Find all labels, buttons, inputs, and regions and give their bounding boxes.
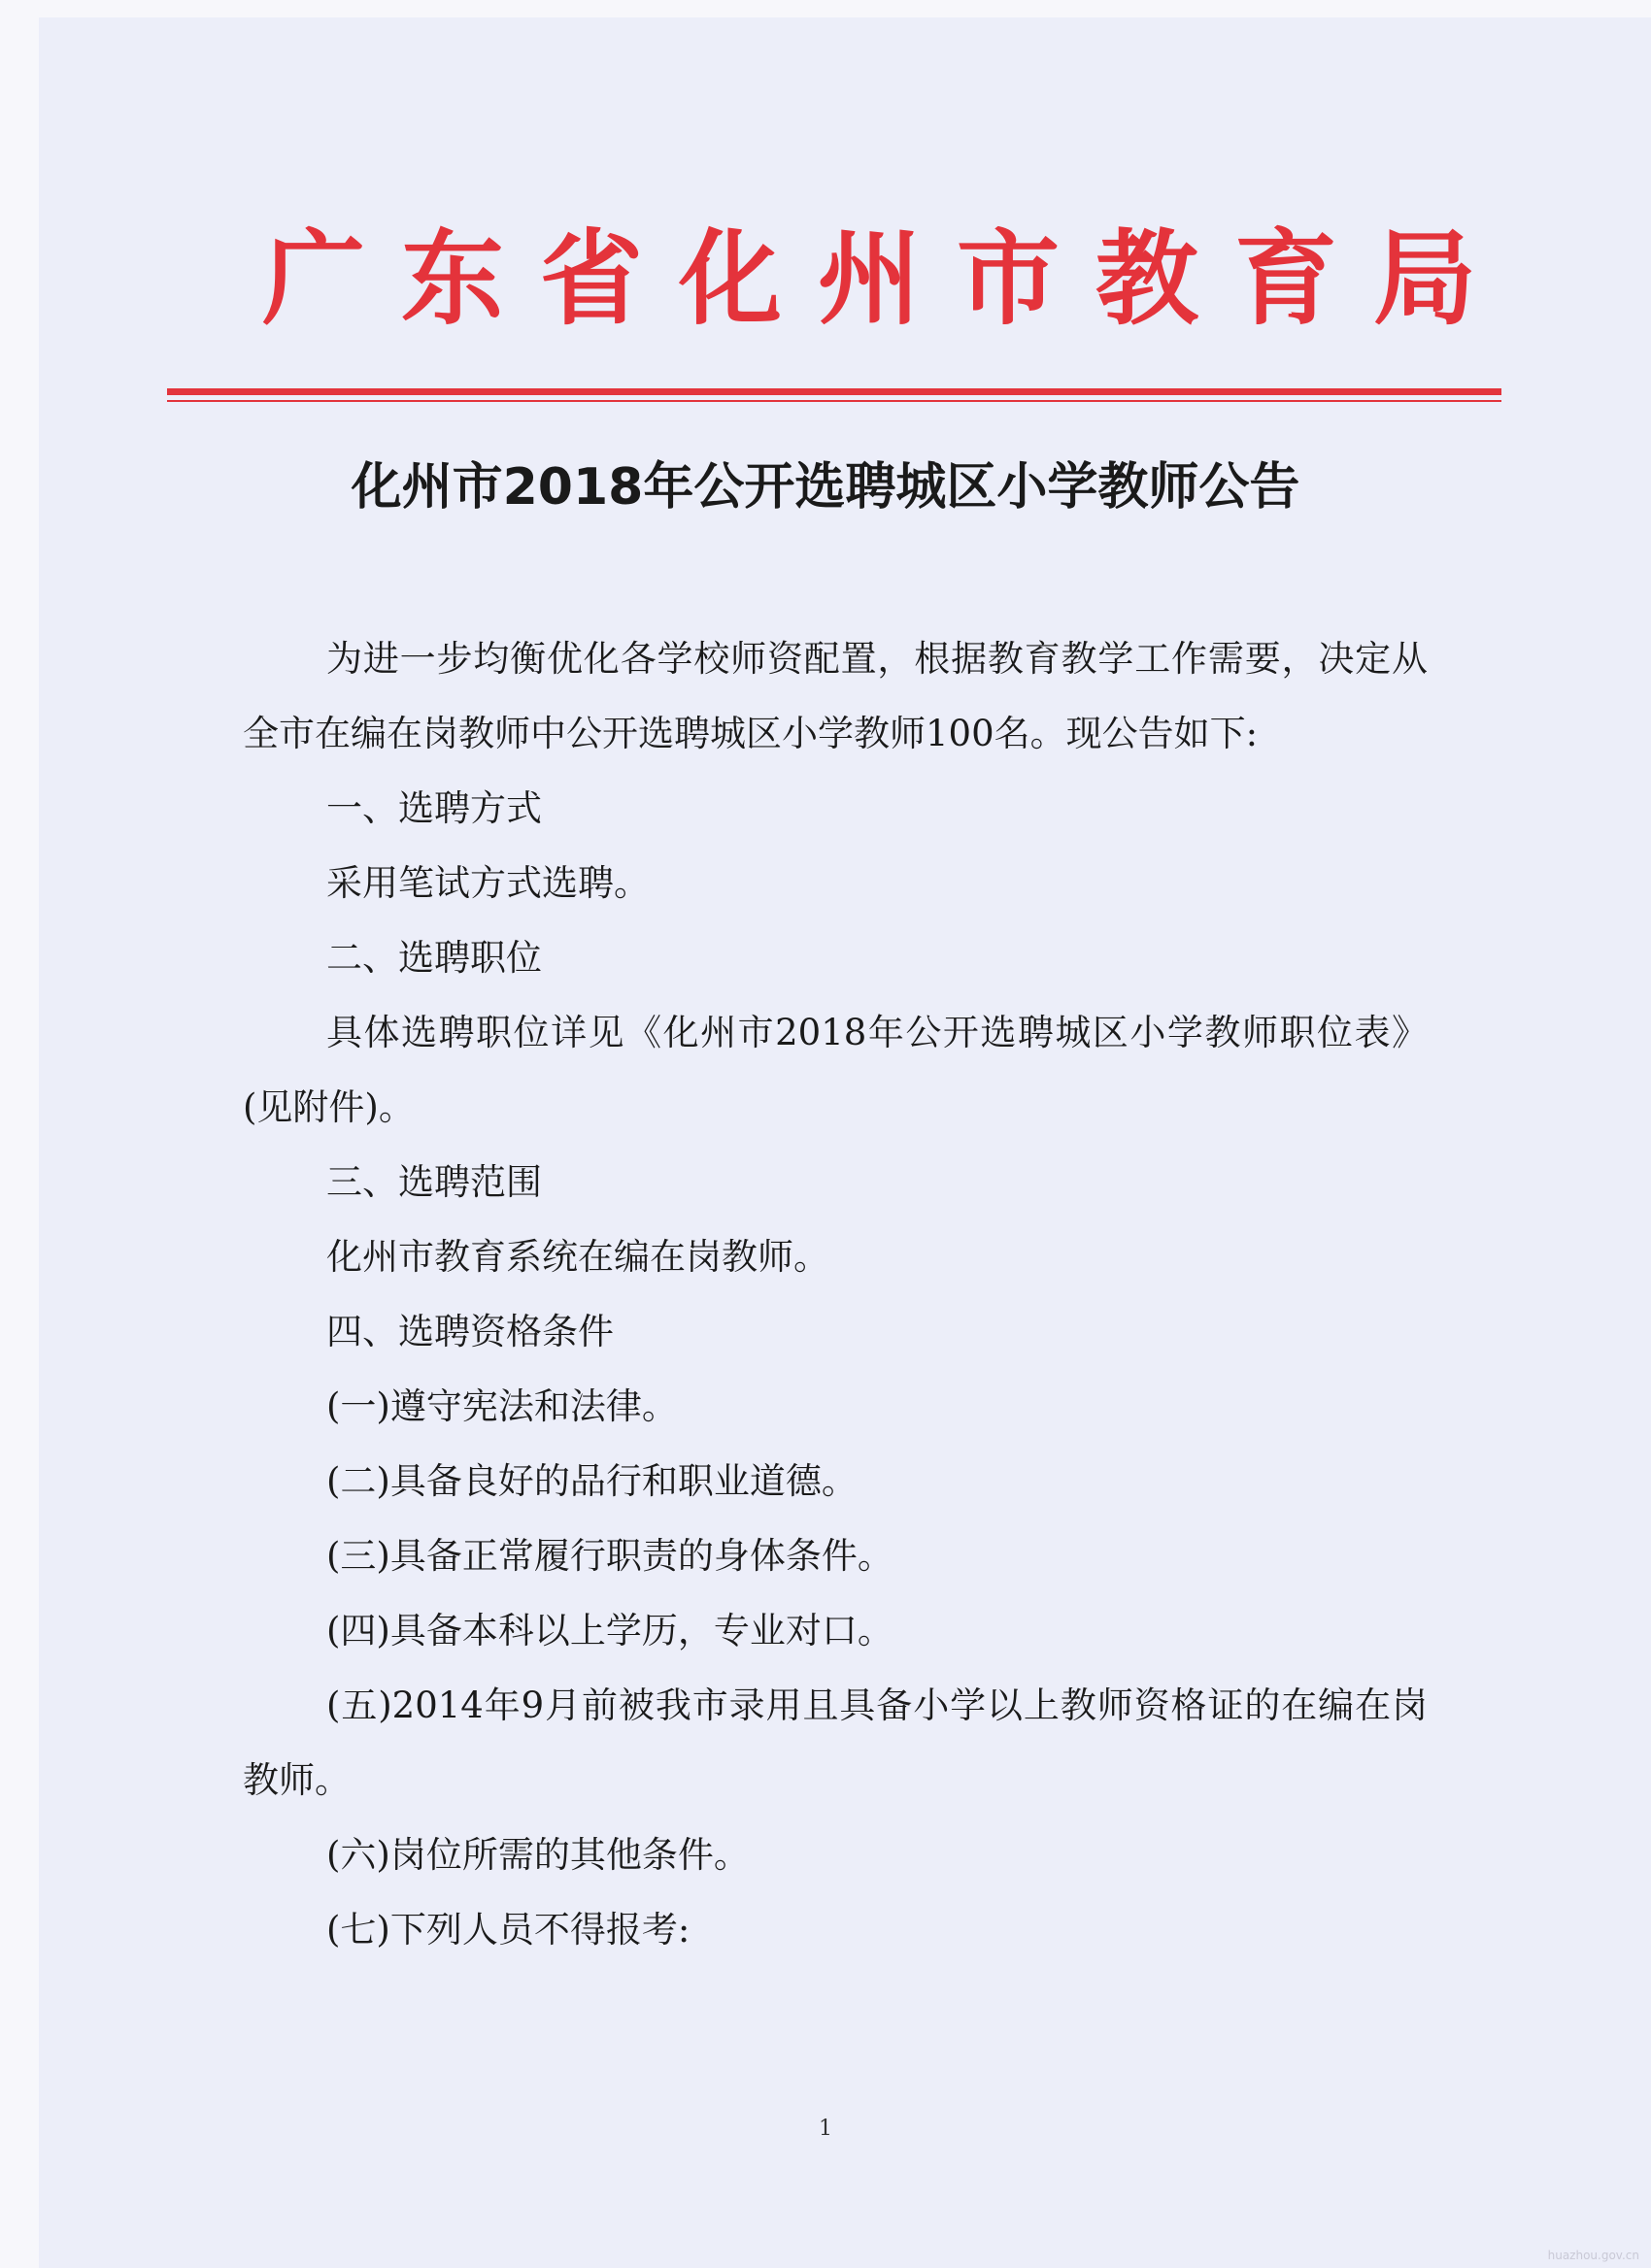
document-body <box>243 621 1428 1967</box>
section-heading-scope: 三、选聘范围 <box>326 1161 542 1203</box>
letterhead-rule-thick <box>167 388 1501 395</box>
qualification-item: (六)岗位所需的其他条件。 <box>326 1834 750 1876</box>
intro-paragraph: 为进一步均衡优化各学校师资配置，根据教育教学工作需要，决定从全市在编在岗教师中公开选聘城区小学教师100名。现公告如下: <box>243 638 1428 754</box>
document-title: 化州市2018年公开选聘城区小学教师公告 <box>351 458 1300 517</box>
positions-paragraph: 具体选聘职位详见《化州市2018年公开选聘城区小学教师职位表》(见附件)。 <box>243 1012 1428 1128</box>
qualification-item: (四)具备本科以上学历，专业对口。 <box>326 1610 893 1651</box>
method-paragraph: 采用笔试方式选聘。 <box>326 862 650 904</box>
qualification-item: (一)遵守宪法和法律。 <box>326 1385 678 1427</box>
site-watermark: huazhou.gov.cn <box>1547 2249 1639 2262</box>
qualification-item: (二)具备良好的品行和职业道德。 <box>326 1460 858 1502</box>
letterhead-rule-thin <box>167 400 1501 402</box>
section-heading-qualifications: 四、选聘资格条件 <box>326 1311 614 1352</box>
scope-paragraph: 化州市教育系统在编在岗教师。 <box>326 1236 829 1278</box>
page-number: 1 <box>819 2117 832 2141</box>
agency-letterhead: 广东省化州市教育局 <box>262 219 1512 339</box>
qualification-item: (七)下列人员不得报考: <box>326 1909 691 1951</box>
qualification-item: (三)具备正常履行职责的身体条件。 <box>326 1535 893 1577</box>
section-heading-method: 一、选聘方式 <box>326 787 542 829</box>
qualification-item: (五)2014年9月前被我市录用且具备小学以上教师资格证的在编在岗教师。 <box>243 1684 1428 1801</box>
section-heading-positions: 二、选聘职位 <box>326 937 542 979</box>
